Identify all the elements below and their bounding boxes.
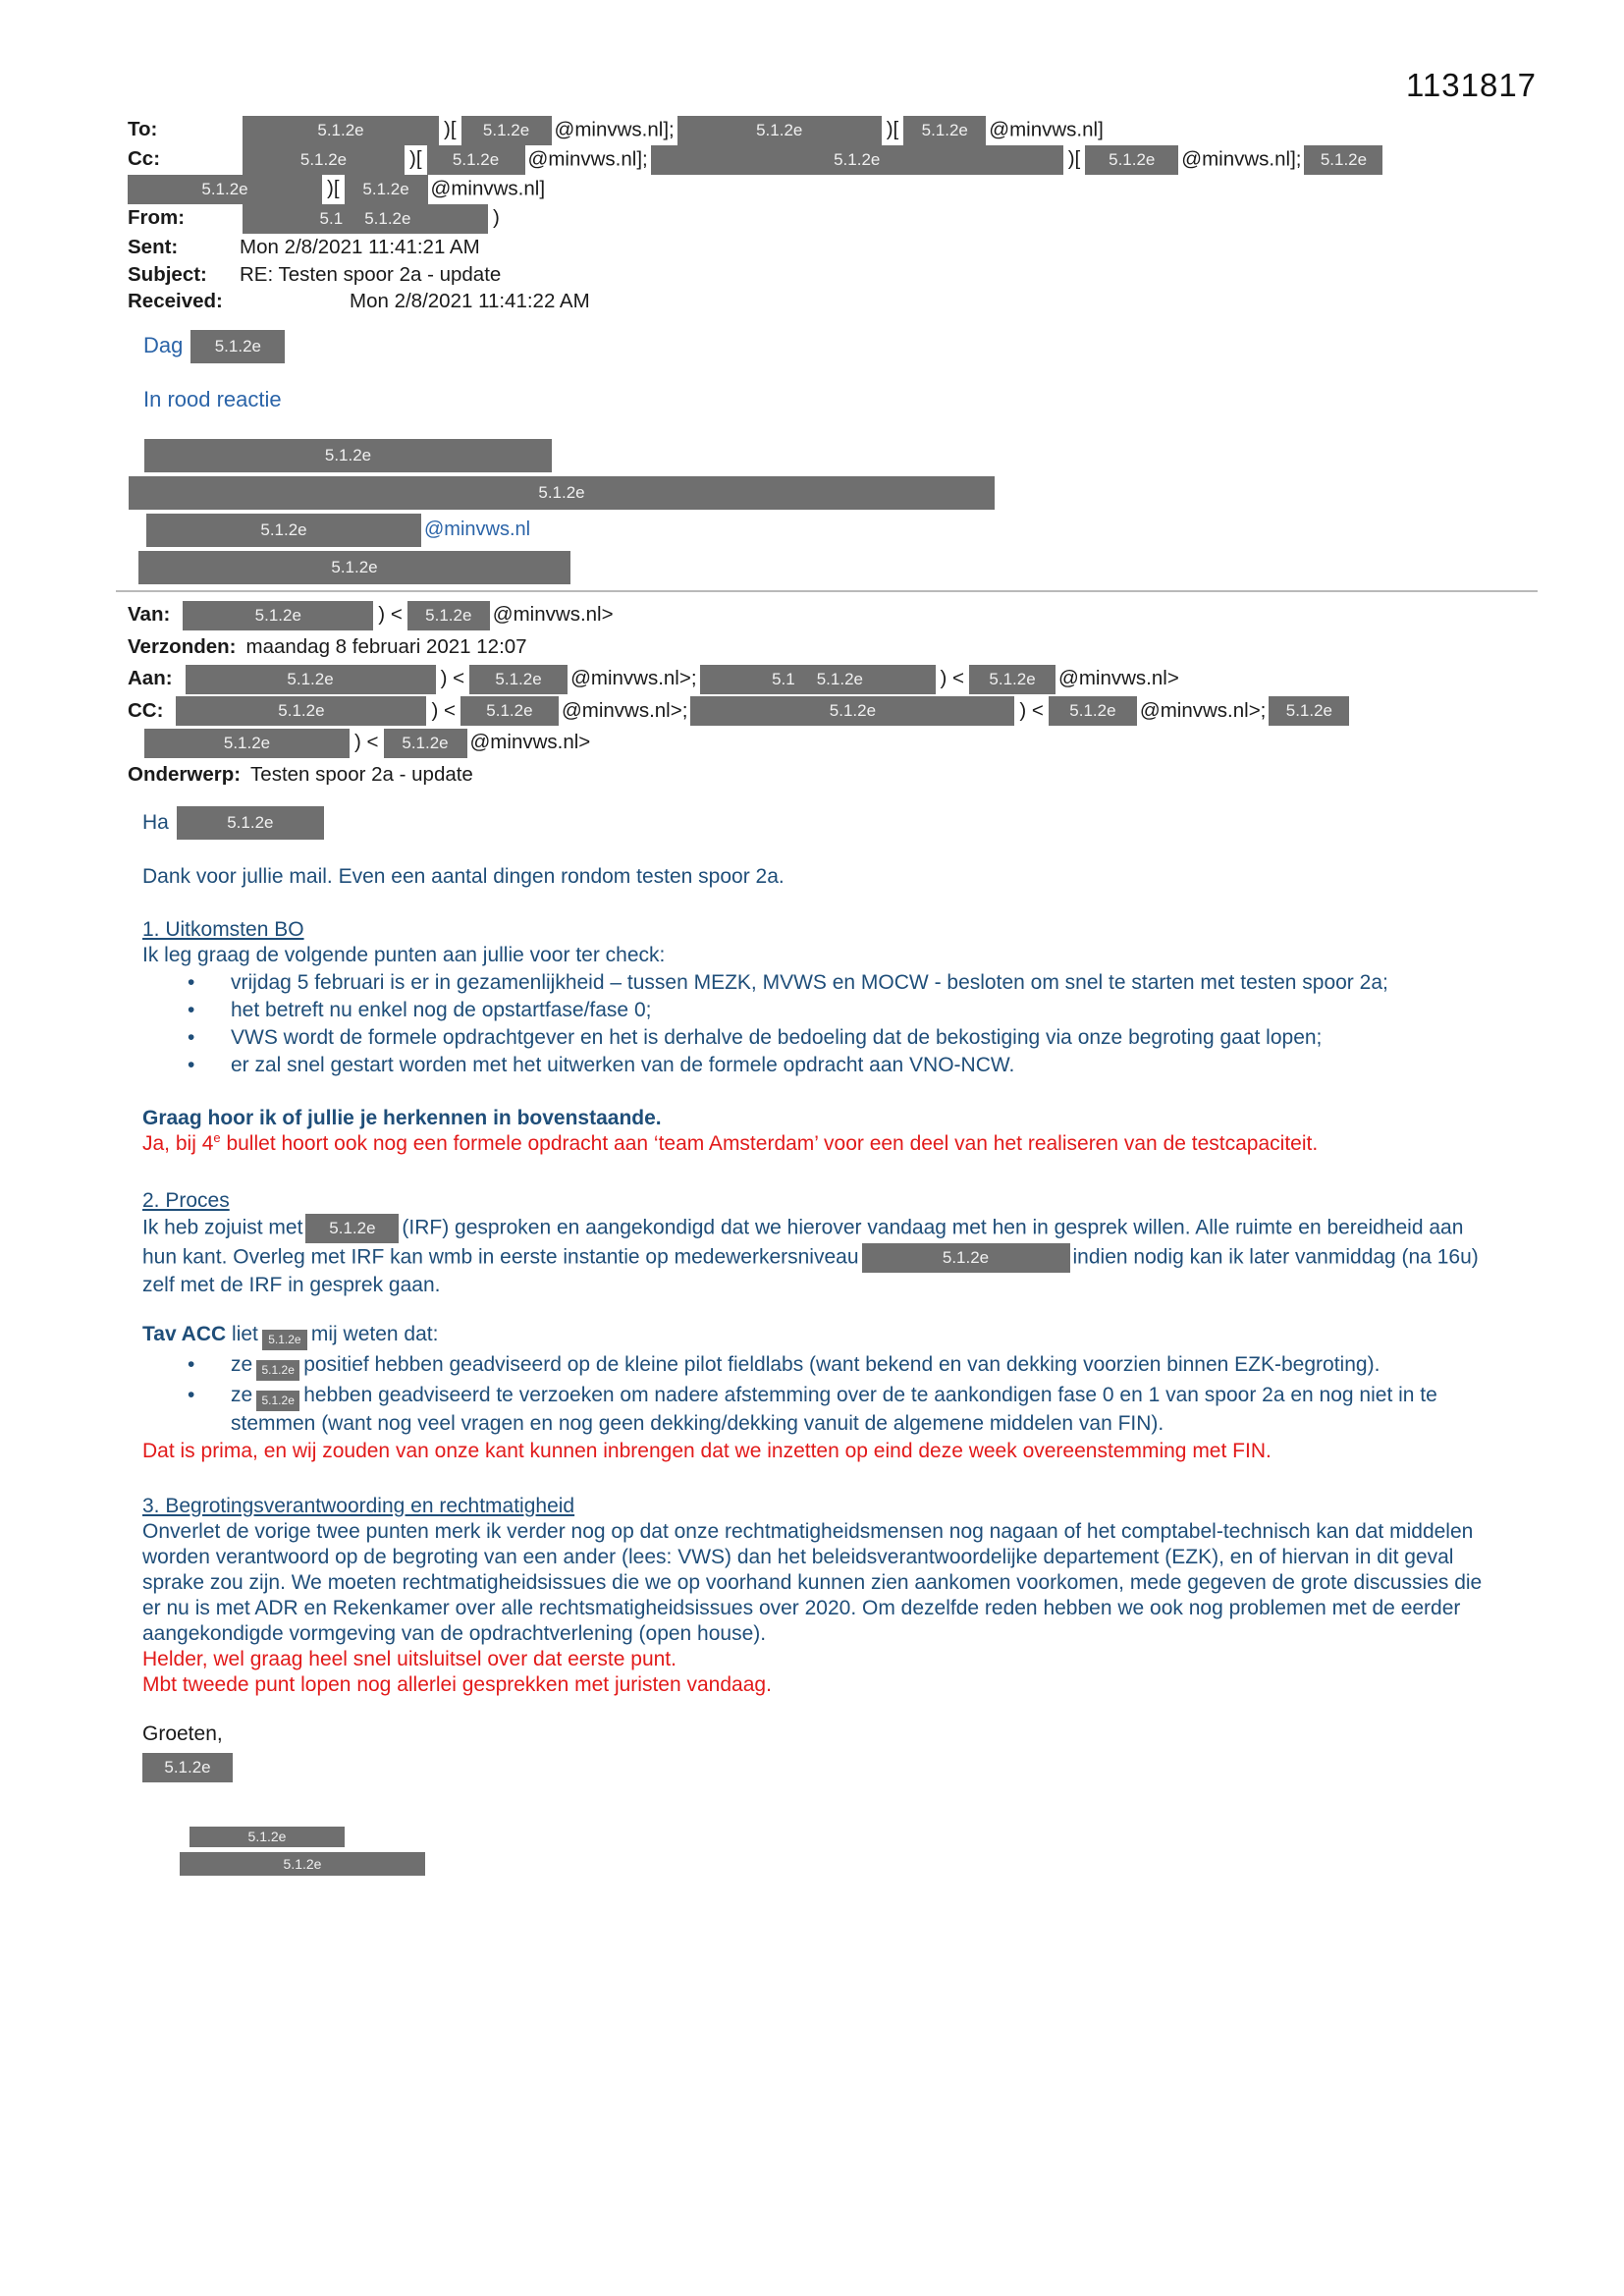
signature-email-domain: @minvws.nl — [424, 519, 531, 540]
redaction-box: 5.1.2e — [128, 175, 322, 204]
redaction-box: 5.1.2e — [461, 116, 552, 145]
bracket-separator: )[ — [1067, 147, 1081, 171]
redaction-box: 5.1.2e — [262, 1330, 307, 1350]
redaction-box: 5.1.2e — [903, 116, 986, 145]
angle-separator: ) < — [378, 603, 403, 626]
bullet-item — [231, 1383, 1489, 1437]
header-verzonden-line — [128, 631, 1352, 664]
email-domain: @minvws.nl>; — [570, 667, 697, 689]
van-label: Van: — [128, 603, 171, 626]
signature-row — [126, 548, 998, 585]
greeting-line — [143, 330, 288, 363]
header-aan-line — [128, 663, 1352, 695]
to-label: To: — [128, 118, 158, 141]
redaction-box: 5.1.2e — [176, 696, 426, 726]
redaction-box: 5.1.2e — [305, 1214, 399, 1243]
email-domain: @minvws.nl]; — [554, 118, 675, 141]
redaction-box: 5.1.2e — [190, 330, 285, 363]
section-3-paragraph: Onverlet de vorige twee punten merk ik verder nog op dat onze rechtmatigheidsmensen nog nagaan of het comptabel-technisch kan dat middelen worden verantwoord op de begroting van een ander (lees: VWS) dan het beleidsverantwoordelijke departement (EZK), en of hiervan in dit geval sprake zou zijn. We moeten rechtmatigheidsissues die we op voorhand kunnen zien aankomen voorkomen, mede gegeven de grote discussies die er nu is met ADR en Rekenkamer over alle rechtsmatigheidsissues over 2020. Om dezelfde reden hebben we ook nog problemen met de eerder aangekondigde vormgeving van de opdrachtverlening (open house). — [142, 1520, 1483, 1645]
intro-paragraph: Dank voor jullie mail. Even een aantal dingen rondom testen spoor 2a. — [142, 865, 785, 888]
bullet-item — [231, 1352, 1489, 1381]
redacted-signature-block — [126, 436, 998, 585]
redaction-box: 5.1.2e — [186, 665, 436, 694]
redaction-box: 5.1.2e — [1304, 145, 1382, 175]
body-greeting-line — [142, 805, 1489, 841]
redaction-box: 5.1.2e — [129, 476, 995, 510]
redaction-label: 5.1.2e — [816, 669, 863, 688]
section-2-title: 2. Proces — [142, 1189, 230, 1212]
email-header-nl — [128, 599, 1352, 791]
red-annotation: Dat is prima, en wij zouden van onze kant kunnen inbrengen dat we inzetten op eind deze week overeenstemming met FIN. — [142, 1440, 1272, 1462]
redaction-box: 5.1.2e — [138, 551, 570, 584]
verzonden-label: Verzonden: — [128, 634, 237, 658]
bullet-item: • VWS wordt de formele opdrachtgever en het is derhalve de bedoeling dat de bekostiging via onze begroting gaat lopen; — [231, 1025, 1489, 1051]
redaction-box: 5.1.2e — [189, 1827, 345, 1847]
email-domain: @minvws.nl>; — [561, 698, 688, 722]
redaction-box — [243, 204, 488, 234]
bracket-separator: )[ — [409, 147, 422, 171]
angle-separator: ) < — [940, 667, 965, 689]
cc-label: Cc: — [128, 147, 161, 171]
redaction-box: 5.1.2e — [1049, 696, 1137, 726]
redaction-box — [700, 665, 936, 694]
bracket-separator: )[ — [886, 118, 899, 141]
header-cc-continuation-line — [128, 175, 1385, 204]
footer-redaction-row — [142, 1851, 1489, 1877]
red-annotation: Helder, wel graag heel snel uitsluitsel over dat eerste punt. — [142, 1648, 677, 1670]
paragraph-text: indien nodig kan ik later vanmiddag (na 16u) zelf met de IRF in gesprek gaan. — [142, 1245, 1479, 1296]
redaction-box: 5.1.2e — [243, 116, 439, 145]
header-to-line — [128, 116, 1385, 145]
redaction-box: 5.1.2e — [180, 1852, 425, 1876]
header-van-line — [128, 599, 1352, 631]
paragraph-text: Ik heb zojuist met — [142, 1216, 303, 1239]
angle-separator: ) < — [431, 698, 456, 722]
onderwerp-value: Testen spoor 2a - update — [250, 762, 473, 786]
redaction-box: 5.1.2e — [256, 1391, 299, 1411]
header-cc-nl-line — [128, 695, 1352, 728]
redaction-box: 5.1.2e — [969, 665, 1056, 694]
paragraph-text: hebben geadviseerd te verzoeken om nadere afstemming over de te aankondigen fase 0 en 1 van spoor 2a en nog niet in te stemmen (want nog veel vragen en nog geen dekking/dekking vanuit de algemene middelen van FIN). — [231, 1384, 1437, 1435]
email-domain: @minvws.nl] — [989, 118, 1104, 141]
paragraph-text: positief hebben geadviseerd op de kleine pilot fieldlabs (want bekend en van dekking voorzien binnen EZK-begroting). — [303, 1353, 1380, 1376]
red-annotation-text: bullet hoort ook nog een formele opdracht aan ‘team Amsterdam’ voor een deel van het realiseren van de testcapaciteit. — [220, 1132, 1319, 1155]
sender-signature-redaction — [142, 1753, 1489, 1782]
section-3-title: 3. Begrotingsverantwoording en rechtmatigheid — [142, 1495, 575, 1517]
angle-separator: ) < — [1019, 698, 1044, 722]
superscript-e: e — [213, 1130, 221, 1145]
section-1-bullet-list — [142, 970, 1489, 1078]
header-sent-line — [128, 234, 1385, 261]
paragraph-text: liet — [232, 1323, 258, 1345]
sent-value: Mon 2/8/2021 11:41:21 AM — [240, 236, 480, 258]
redaction-box: 5.1.2e — [427, 145, 525, 175]
section-1-title: 1. Uitkomsten BO — [142, 918, 304, 941]
paragraph-text: ze — [231, 1353, 253, 1376]
received-value: Mon 2/8/2021 11:41:22 AM — [350, 290, 590, 312]
redaction-box: 5.1.2e — [384, 729, 467, 758]
subject-label: Subject: — [128, 262, 207, 286]
email-header-en — [128, 116, 1385, 315]
redaction-box: 5.1.2e — [407, 601, 490, 630]
bracket-separator: )[ — [444, 118, 457, 141]
redaction-box: 5.1.2e — [1269, 696, 1349, 726]
paragraph-text: mij weten dat: — [310, 1323, 439, 1345]
redaction-box: 5.1.2e — [690, 696, 1014, 726]
onderwerp-label: Onderwerp: — [128, 762, 242, 786]
redaction-box: 5.1.2e — [146, 514, 421, 547]
tav-acc-line — [142, 1322, 1489, 1350]
section-2-bullet-list — [142, 1352, 1489, 1437]
sent-label: Sent: — [128, 236, 179, 258]
section-1-lead: Ik leg graag de volgende punten aan jullie voor ter check: — [142, 944, 666, 966]
red-annotation-text: Ja, bij 4 — [142, 1132, 214, 1155]
bullet-item: • vrijdag 5 februari is er in gezamenlijkheid – tussen MEZK, MVWS en MOCW - besloten om snel te starten met testen spoor 2a; — [231, 970, 1489, 996]
signature-row — [126, 436, 998, 473]
redaction-box: 5.1.2e — [144, 729, 350, 758]
received-label: Received: — [128, 290, 223, 312]
redaction-box: 5.1.2e — [345, 175, 428, 204]
redaction-label-partial: 5.1 — [319, 209, 344, 228]
angle-separator: ) < — [440, 667, 465, 689]
redaction-box: 5.1.2e — [677, 116, 882, 145]
header-received-line — [128, 288, 1385, 315]
body-greeting-text: Ha — [142, 811, 169, 834]
email-body — [142, 805, 1489, 1877]
footer-redaction-row — [142, 1824, 1489, 1849]
email-domain: @minvws.nl>; — [1139, 698, 1267, 722]
red-annotation: Mbt tweede punt lopen nog allerlei gesprekken met juristen vandaag. — [142, 1673, 772, 1696]
bracket-separator: )[ — [327, 177, 340, 200]
header-from-line — [128, 204, 1385, 234]
signature-row — [126, 511, 998, 548]
red-annotation — [142, 1131, 1370, 1157]
redaction-label: 5.1.2e — [364, 209, 411, 228]
redaction-box: 5.1.2e — [183, 601, 373, 630]
cc-nl-label: CC: — [128, 698, 164, 722]
email-domain: @minvws.nl] — [430, 177, 546, 200]
redaction-box: 5.1.2e — [142, 1753, 233, 1782]
email-domain: @minvws.nl]; — [527, 147, 648, 171]
redaction-box: 5.1.2e — [460, 696, 559, 726]
aan-label: Aan: — [128, 667, 173, 689]
redaction-box: 5.1.2e — [651, 145, 1063, 175]
email-domain: @minvws.nl]; — [1181, 147, 1302, 171]
email-domain: @minvws.nl> — [469, 731, 591, 753]
from-label: From: — [128, 206, 186, 230]
document-number: 1131817 — [1406, 67, 1538, 103]
reply-note-text: In rood reactie — [143, 387, 282, 411]
redaction-box: 5.1.2e — [144, 439, 552, 472]
header-subject-line — [128, 261, 1385, 289]
header-onderwerp-line — [128, 759, 1352, 792]
redaction-box: 5.1.2e — [862, 1243, 1070, 1273]
redaction-box: 5.1.2e — [469, 665, 568, 694]
redaction-label-partial: 5.1 — [772, 669, 795, 688]
bullet-item: • het betreft nu enkel nog de opstartfase/fase 0; — [231, 998, 1489, 1023]
paren-close: ) — [493, 206, 500, 230]
footer-redaction-block — [142, 1824, 1489, 1877]
email-domain: @minvws.nl> — [492, 603, 614, 626]
subject-value: RE: Testen spoor 2a - update — [240, 262, 502, 286]
redaction-box: 5.1.2e — [256, 1360, 299, 1381]
tav-acc-bold: Tav ACC — [142, 1323, 227, 1345]
paragraph-text: ze — [231, 1384, 253, 1406]
section-2-paragraph — [142, 1214, 1489, 1298]
email-domain: @minvws.nl> — [1058, 667, 1179, 689]
bullet-item: • er zal snel gestart worden met het uitwerken van de formele opdracht aan VNO-NCW. — [231, 1053, 1489, 1078]
paragraph-text: (IRF) gesproken en aangekondigd dat we hierover vandaag met hen in gesprek willen. Alle ruimte en bereidheid aan hun kant. Overleg met IRF kan wmb in eerste instantie op medewerkersniveau — [142, 1216, 1464, 1269]
closing-text: Groeten, — [142, 1722, 223, 1745]
greeting-text: Dag — [143, 332, 184, 357]
section-divider — [116, 590, 1538, 592]
redaction-box: 5.1.2e — [177, 806, 324, 840]
redaction-box: 5.1.2e — [1085, 145, 1178, 175]
signature-row — [126, 473, 998, 511]
header-cc-line — [128, 145, 1385, 175]
section-1-question: Graag hoor ik of jullie je herkennen in bovenstaande. — [142, 1107, 662, 1129]
redaction-box: 5.1.2e — [243, 145, 405, 175]
header-cc-nl-continuation-line — [128, 727, 1352, 759]
verzonden-value: maandag 8 februari 2021 12:07 — [245, 634, 527, 658]
angle-separator: ) < — [354, 731, 379, 753]
reply-note-line — [143, 387, 282, 412]
